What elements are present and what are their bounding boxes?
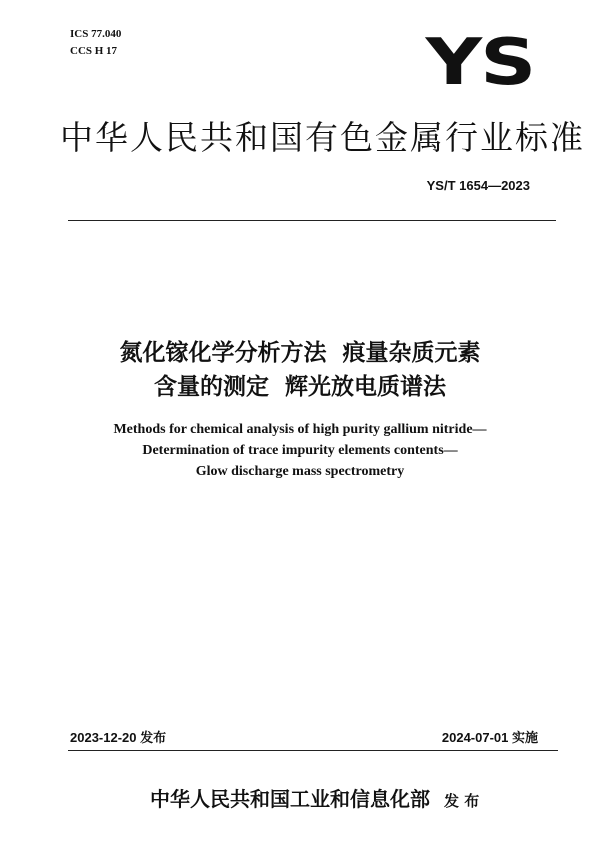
issue-word: 发 布 <box>444 792 480 810</box>
ys-logo: YS <box>425 25 535 100</box>
issuer-line <box>150 786 479 814</box>
ics-code: ICS 77.040 <box>70 28 122 40</box>
chinese-title-line-1: 氮化镓化学分析方法 痕量杂质元素 <box>119 340 481 366</box>
top-divider <box>68 220 556 221</box>
release-date: 2023-12-20 发布 <box>70 730 167 745</box>
standard-type-title: 中华人民共和国有色金属行业标准 <box>60 118 585 157</box>
implementation-date: 2024-07-01 实施 <box>441 730 538 745</box>
english-title-line-2: Determination of trace impurity elements contents— <box>142 443 458 458</box>
issuer-name: 中华人民共和国工业和信息化部 <box>150 787 430 811</box>
standard-code: YS/T 1654—2023 <box>426 178 530 193</box>
bottom-divider <box>68 750 558 751</box>
chinese-title-line-2: 含量的测定 辉光放电质谱法 <box>153 374 446 400</box>
english-title-line-1: Methods for chemical analysis of high purity gallium nitride— <box>113 422 487 437</box>
ccs-code: CCS H 17 <box>70 45 118 57</box>
english-title-line-3: Glow discharge mass spectrometry <box>195 464 405 479</box>
